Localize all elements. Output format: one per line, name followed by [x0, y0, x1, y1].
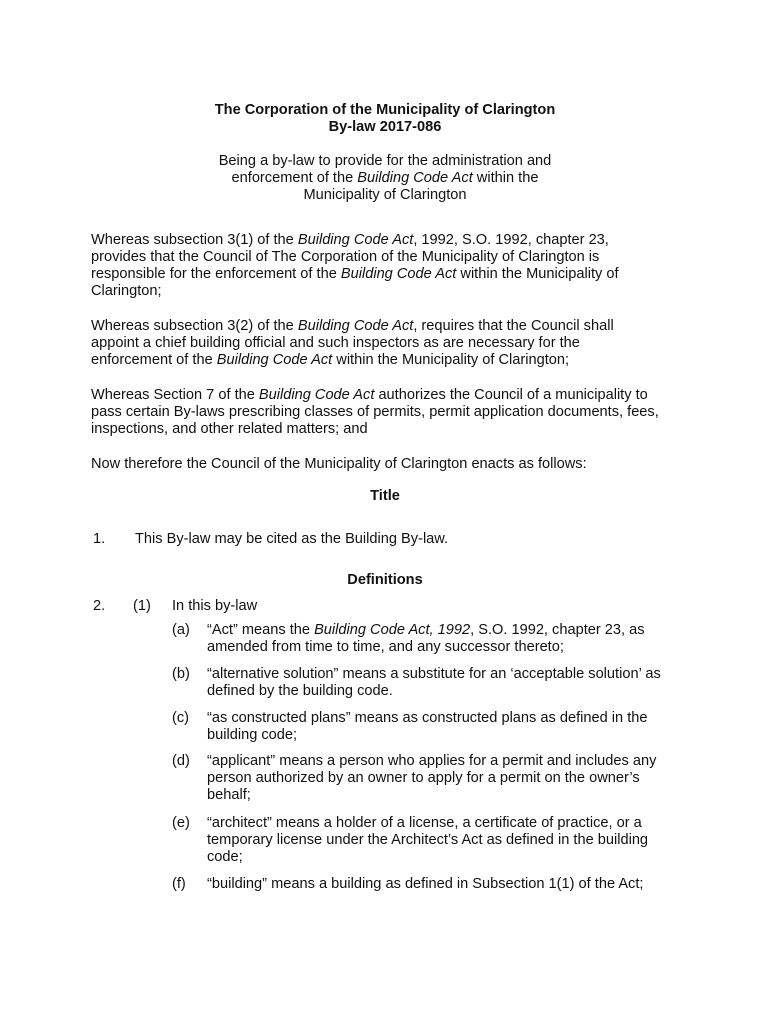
definition-building: “building” means a building as defined in Subsection 1(1) of the Act; — [207, 876, 644, 892]
recital-3: Whereas Section 7 of the Building Code Act authorizes the Council of a municipality to pass certain By-laws prescribing classes of permits, permit application documents, fees, inspections, and other related matters; and — [91, 387, 659, 437]
enacting-clause: Now therefore the Council of the Municipality of Clarington enacts as follows: — [91, 456, 587, 472]
definition-act: “Act” means the Building Code Act, 1992, S.O. 1992, chapter 23, as amended from time to time, and any successor thereto; — [207, 622, 645, 655]
definition-as-constructed-plans: “as constructed plans” means as constructed plans as defined in the building code; — [207, 710, 648, 743]
definition-applicant: “applicant” means a person who applies for a permit and includes any person authorized by an owner to apply for a permit on the owner’s behalf; — [207, 753, 657, 803]
bylaw-purpose — [0, 153, 770, 204]
subsection-number-1: (1) — [133, 598, 151, 614]
definition-label-b: (b) — [172, 666, 190, 682]
definition-label-d: (d) — [172, 753, 190, 769]
section-number-1: 1. — [93, 531, 106, 547]
definition-architect: “architect” means a holder of a license, a certificate of practice, or a temporary license under the Architect’s Act as defined in the building code; — [207, 815, 649, 865]
purpose-line-3: Municipality of Clarington — [303, 187, 467, 203]
title-line-2: By-law 2017-086 — [328, 119, 442, 135]
document-title — [0, 102, 770, 136]
definition-label-e: (e) — [172, 815, 190, 831]
recital-1: Whereas subsection 3(1) of the Building Code Act, 1992, S.O. 1992, chapter 23, provides that the Council of The Corporation of the Municipality of Clarington is responsible for the enforcement of the Building Code Act within the Municipality of Clarington; — [91, 232, 619, 299]
section-1-text: This By-law may be cited as the Building By-law. — [135, 531, 449, 547]
definition-alternative-solution: “alternative solution” means a substitute for an ‘acceptable solution’ as defined by the building code. — [207, 666, 661, 699]
definition-label-f: (f) — [172, 876, 186, 892]
definition-label-a: (a) — [172, 622, 190, 638]
definitions-intro: In this by-law — [172, 598, 258, 614]
purpose-line-2: enforcement of the Building Code Act within the — [231, 170, 539, 186]
section-number-2: 2. — [93, 598, 106, 614]
purpose-line-1: Being a by-law to provide for the administration and — [218, 153, 552, 169]
title-line-1: The Corporation of the Municipality of Clarington — [214, 102, 556, 118]
definition-label-c: (c) — [172, 710, 190, 726]
definitions-heading: Definitions — [347, 572, 423, 588]
recital-2: Whereas subsection 3(2) of the Building Code Act, requires that the Council shall appoint a chief building official and such inspectors as are necessary for the enforcement of the Building Code Act within the Municipality of Clarington; — [91, 318, 614, 368]
title-heading: Title — [370, 488, 400, 504]
